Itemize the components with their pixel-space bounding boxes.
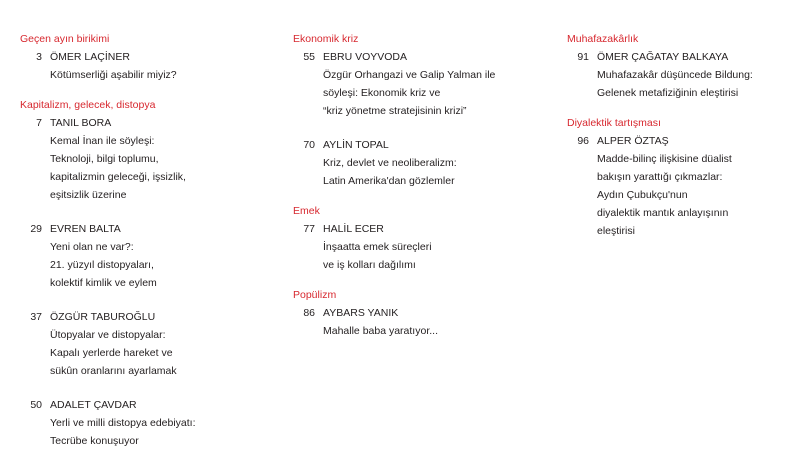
toc-entry[interactable] [20, 220, 280, 292]
article-title-line: sükûn oranlarını ayarlamak [50, 365, 177, 377]
page-number: 86 [303, 307, 315, 319]
article-title-line: diyalektik mantık anlayışının [597, 207, 729, 219]
article-title-line: Latin Amerika'dan gözlemler [323, 175, 455, 187]
article-title-line: “kriz yönetme stratejisinin krizi” [323, 105, 467, 117]
article-title-line: ve iş kolları dağılımı [323, 259, 416, 271]
article-title-line: Kemal İnan ile söyleşi: [50, 135, 155, 147]
toc-entry[interactable] [293, 304, 553, 340]
author-name: EBRU VOYVODA [323, 51, 408, 63]
toc-entry[interactable] [20, 396, 280, 450]
article-title-line: Aydın Çubukçu'nun [597, 189, 688, 201]
author-name: AYLİN TOPAL [323, 139, 389, 151]
section-title: Emek [293, 205, 320, 217]
toc-entry[interactable] [567, 48, 797, 102]
page-number: 91 [577, 51, 589, 63]
article-title-line: 21. yüzyıl distopyaları, [50, 259, 154, 271]
toc-entry[interactable] [293, 136, 553, 190]
toc-section [293, 286, 553, 340]
author-name: ÖMER LAÇİNER [50, 51, 130, 63]
toc-entry[interactable] [20, 48, 280, 84]
toc-section [567, 114, 797, 240]
article-title-line: eleştirisi [597, 225, 635, 237]
article-title-line: Yeni olan ne var?: [50, 241, 134, 253]
article-title-line: İnşaatta emek süreçleri [323, 241, 432, 253]
section-title: Kapitalizm, gelecek, distopya [20, 99, 156, 111]
author-name: EVREN BALTA [50, 223, 121, 235]
article-title-line: Teknoloji, bilgi toplumu, [50, 153, 159, 165]
section-title: Muhafazakârlık [567, 33, 639, 45]
toc-column-3 [567, 30, 797, 240]
toc-section [293, 30, 553, 190]
toc-entry[interactable] [293, 48, 553, 120]
article-title-line: Madde-bilinç ilişkisine düalist [597, 153, 732, 165]
page-number: 55 [303, 51, 315, 63]
article-title-line: Yerli ve milli distopya edebiyatı: [50, 417, 196, 429]
author-name: ADALET ÇAVDAR [50, 399, 137, 411]
author-name: ÖMER ÇAĞATAY BALKAYA [597, 51, 729, 63]
toc-entry[interactable] [20, 114, 280, 204]
section-title: Ekonomik kriz [293, 33, 359, 45]
article-title-line: Kapalı yerlerde hareket ve [50, 347, 173, 359]
page-number: 50 [30, 399, 42, 411]
toc-entry[interactable] [20, 308, 280, 380]
article-title-line: Gelenek metafiziğinin eleştirisi [597, 87, 739, 99]
page-number: 3 [36, 51, 42, 63]
toc-section [20, 96, 280, 450]
toc-column-2 [293, 30, 553, 340]
toc-section [293, 202, 553, 274]
toc-entry[interactable] [567, 132, 797, 240]
section-title: Diyalektik tartışması [567, 117, 661, 129]
page-number: 77 [303, 223, 315, 235]
article-title-line: söyleşi: Ekonomik kriz ve [323, 87, 441, 99]
page-number: 96 [577, 135, 589, 147]
toc-section [20, 30, 280, 84]
article-title-line: Kriz, devlet ve neoliberalizm: [323, 157, 457, 169]
article-title-line: Mahalle baba yaratıyor... [323, 325, 438, 337]
author-name: HALİL ECER [323, 223, 384, 235]
page-number: 70 [303, 139, 315, 151]
author-name: ALPER ÖZTAŞ [597, 135, 669, 147]
section-title: Popülizm [293, 289, 337, 301]
author-name: ÖZGÜR TABUROĞLU [50, 311, 156, 323]
toc-column-1 [20, 30, 280, 450]
toc-entry[interactable] [293, 220, 553, 274]
page-number: 29 [30, 223, 42, 235]
article-title-line: Muhafazakâr düşüncede Bildung: [597, 69, 753, 81]
article-title-line: kolektif kimlik ve eylem [50, 277, 157, 289]
page-number: 7 [36, 117, 42, 129]
toc-section [567, 30, 797, 102]
article-title-line: kapitalizmin geleceği, işsizlik, [50, 171, 186, 183]
article-title-line: Ütopyalar ve distopyalar: [50, 329, 166, 341]
article-title-line: Tecrübe konuşuyor [50, 435, 139, 447]
article-title-line: Kötümserliği aşabilir miyiz? [50, 69, 177, 81]
author-name: TANIL BORA [50, 117, 112, 129]
author-name: AYBARS YANIK [323, 307, 399, 319]
article-title-line: bakışın yarattığı çıkmazlar: [597, 171, 723, 183]
section-title: Geçen ayın birikimi [20, 33, 110, 45]
page-number: 37 [30, 311, 42, 323]
article-title-line: Özgür Orhangazi ve Galip Yalman ile [323, 69, 496, 81]
article-title-line: eşitsizlik üzerine [50, 189, 127, 201]
